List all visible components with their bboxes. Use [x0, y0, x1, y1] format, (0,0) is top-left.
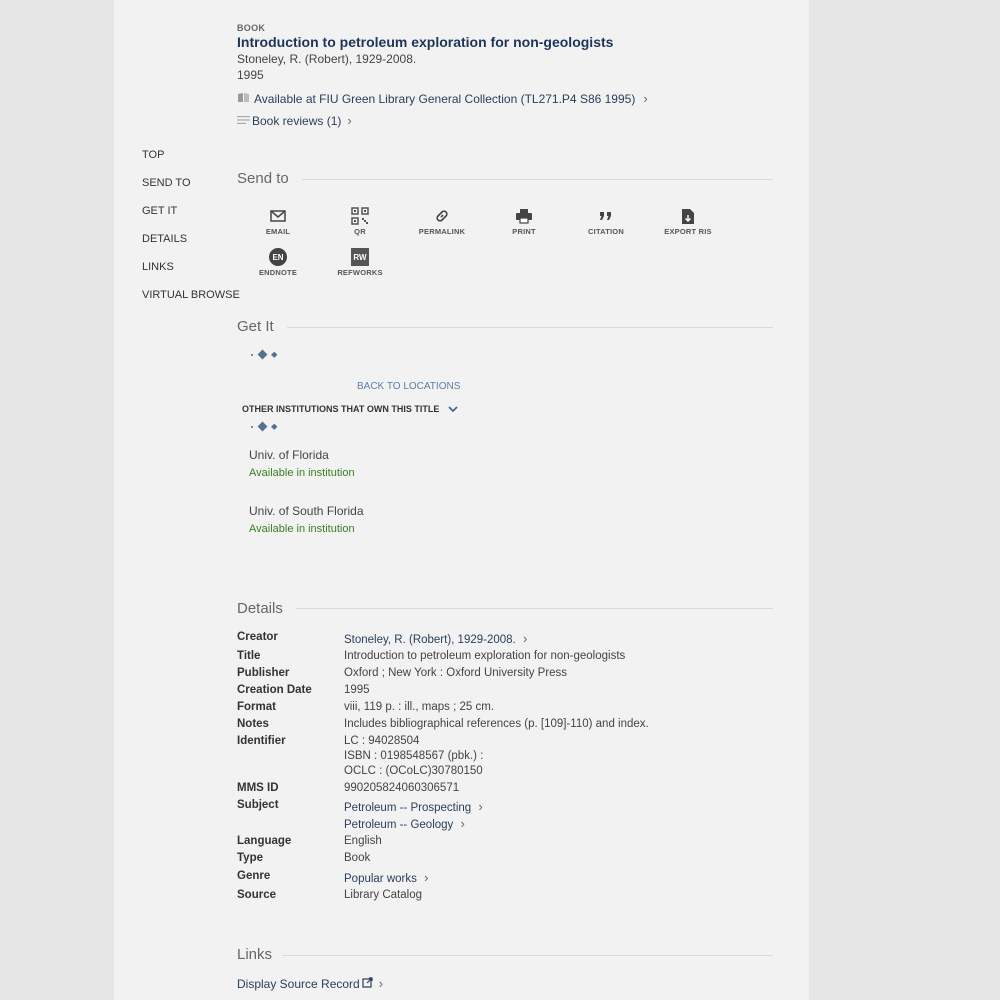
action-label: EMAIL [265, 227, 291, 236]
main-panel [114, 0, 809, 1000]
chevron-right-icon: › [378, 976, 384, 991]
chevron-down-icon [448, 405, 458, 415]
divider [302, 179, 773, 180]
mms-id-value: 990205824060306571 [344, 782, 460, 794]
detail-label: MMS ID [237, 782, 279, 794]
language-value: English [344, 835, 382, 847]
quote-icon [565, 207, 647, 225]
chevron-right-icon: › [460, 816, 465, 831]
action-label: QR [354, 227, 366, 236]
display-source-record-link[interactable] [237, 976, 383, 991]
book-icon [237, 92, 250, 106]
subject-value: Petroleum -- Prospecting [344, 802, 472, 814]
availability-text: Available at FIU Green Library General Collection (TL271.P4 S86 1995) [254, 91, 636, 106]
endnote-icon: EN [269, 248, 287, 266]
title-value: Introduction to petroleum exploration for non-geologists [344, 650, 626, 662]
email-button[interactable] [237, 207, 319, 236]
detail-label: Source [237, 889, 276, 901]
nav-send-to[interactable]: SEND TO [142, 177, 191, 189]
chevron-right-icon: › [522, 631, 528, 646]
loading-indicator-icon [249, 349, 281, 364]
export-file-icon [647, 207, 729, 225]
other-institutions-toggle[interactable] [242, 404, 458, 415]
record-type: BOOK [237, 23, 266, 33]
print-button[interactable] [483, 207, 565, 236]
institution-name[interactable]: Univ. of Florida [249, 448, 329, 462]
type-value: Book [344, 852, 371, 864]
export-ris-button[interactable] [647, 207, 729, 236]
record-year: 1995 [237, 68, 264, 82]
link-icon [401, 207, 483, 225]
record-author: Stoneley, R. (Robert), 1929-2008. [237, 52, 417, 66]
subject-value: Petroleum -- Geology [344, 819, 454, 831]
chevron-right-icon: › [347, 113, 352, 128]
format-value: viii, 119 p. : ill., maps ; 25 cm. [344, 701, 494, 713]
institution-status: Available in institution [249, 523, 355, 535]
source-value: Library Catalog [344, 889, 422, 901]
record-title[interactable]: Introduction to petroleum exploration for non-geologists [237, 34, 614, 50]
book-reviews-link[interactable] [237, 113, 352, 128]
details-heading: Details [237, 600, 283, 617]
nav-virtual-browse[interactable]: VIRTUAL BROWSE [142, 289, 240, 301]
detail-label: Creation Date [237, 684, 312, 696]
action-label: CITATION [588, 227, 624, 236]
other-institutions-label: OTHER INSTITUTIONS THAT OWN THIS TITLE [242, 404, 440, 414]
divider [296, 608, 773, 609]
get-it-heading: Get It [237, 318, 274, 335]
nav-top[interactable]: TOP [142, 149, 165, 161]
divider [282, 955, 773, 956]
external-link-icon [362, 977, 373, 991]
action-label: PERMALINK [418, 227, 466, 236]
detail-label: Creator [237, 631, 278, 643]
chevron-right-icon: › [424, 870, 429, 885]
action-label: ENDNOTE [258, 268, 298, 277]
citation-button[interactable] [565, 207, 647, 236]
qr-icon [319, 207, 401, 225]
creator-value: Stoneley, R. (Robert), 1929-2008. [344, 634, 516, 646]
detail-label: Notes [237, 718, 269, 730]
email-icon [237, 207, 319, 225]
detail-label: Format [237, 701, 276, 713]
action-label: REFWORKS [337, 268, 383, 277]
print-icon [483, 207, 565, 225]
genre-link[interactable] [344, 870, 428, 885]
institution-name[interactable]: Univ. of South Florida [249, 504, 364, 518]
endnote-button[interactable] [237, 248, 319, 277]
links-heading: Links [237, 946, 273, 963]
detail-label: Title [237, 650, 261, 662]
nav-links[interactable]: LINKS [142, 261, 174, 273]
nav-details[interactable]: DETAILS [142, 233, 188, 245]
subject-link[interactable] [344, 816, 465, 831]
reviews-text: Book reviews (1) [252, 113, 342, 128]
chevron-right-icon: › [478, 799, 483, 814]
detail-label: Genre [237, 870, 271, 882]
identifier-value: LC : 94028504 [344, 735, 420, 747]
divider [287, 327, 773, 328]
back-to-locations-link[interactable]: BACK TO LOCATIONS [357, 381, 461, 390]
list-icon [237, 114, 250, 128]
action-label: PRINT [512, 227, 536, 236]
display-source-text: Display Source Record [237, 976, 360, 991]
send-to-heading: Send to [237, 170, 289, 187]
nav-get-it[interactable]: GET IT [142, 205, 178, 217]
chevron-right-icon: › [643, 91, 648, 106]
subject-link[interactable] [344, 799, 483, 814]
notes-value: Includes bibliographical references (p. [109]-110) and index. [344, 718, 649, 730]
action-label: EXPORT RIS [664, 227, 712, 236]
creator-link[interactable] [344, 631, 527, 646]
qr-button[interactable] [319, 207, 401, 236]
refworks-button[interactable] [319, 248, 401, 277]
institution-status: Available in institution [249, 467, 355, 479]
publisher-value: Oxford ; New York : Oxford University Press [344, 667, 568, 679]
detail-label: Subject [237, 799, 279, 811]
availability-link[interactable] [237, 91, 648, 106]
detail-label: Type [237, 852, 263, 864]
detail-label: Publisher [237, 667, 290, 679]
identifier-value: ISBN : 0198548567 (pbk.) : [344, 750, 484, 762]
creation-date-value: 1995 [344, 684, 370, 696]
detail-label: Identifier [237, 735, 286, 747]
loading-indicator-icon [249, 421, 281, 436]
detail-label: Language [237, 835, 292, 847]
identifier-value: OCLC : (OCoLC)30780150 [344, 765, 483, 777]
refworks-icon: RW [351, 248, 369, 266]
genre-value: Popular works [344, 873, 417, 885]
permalink-button[interactable] [401, 207, 483, 236]
